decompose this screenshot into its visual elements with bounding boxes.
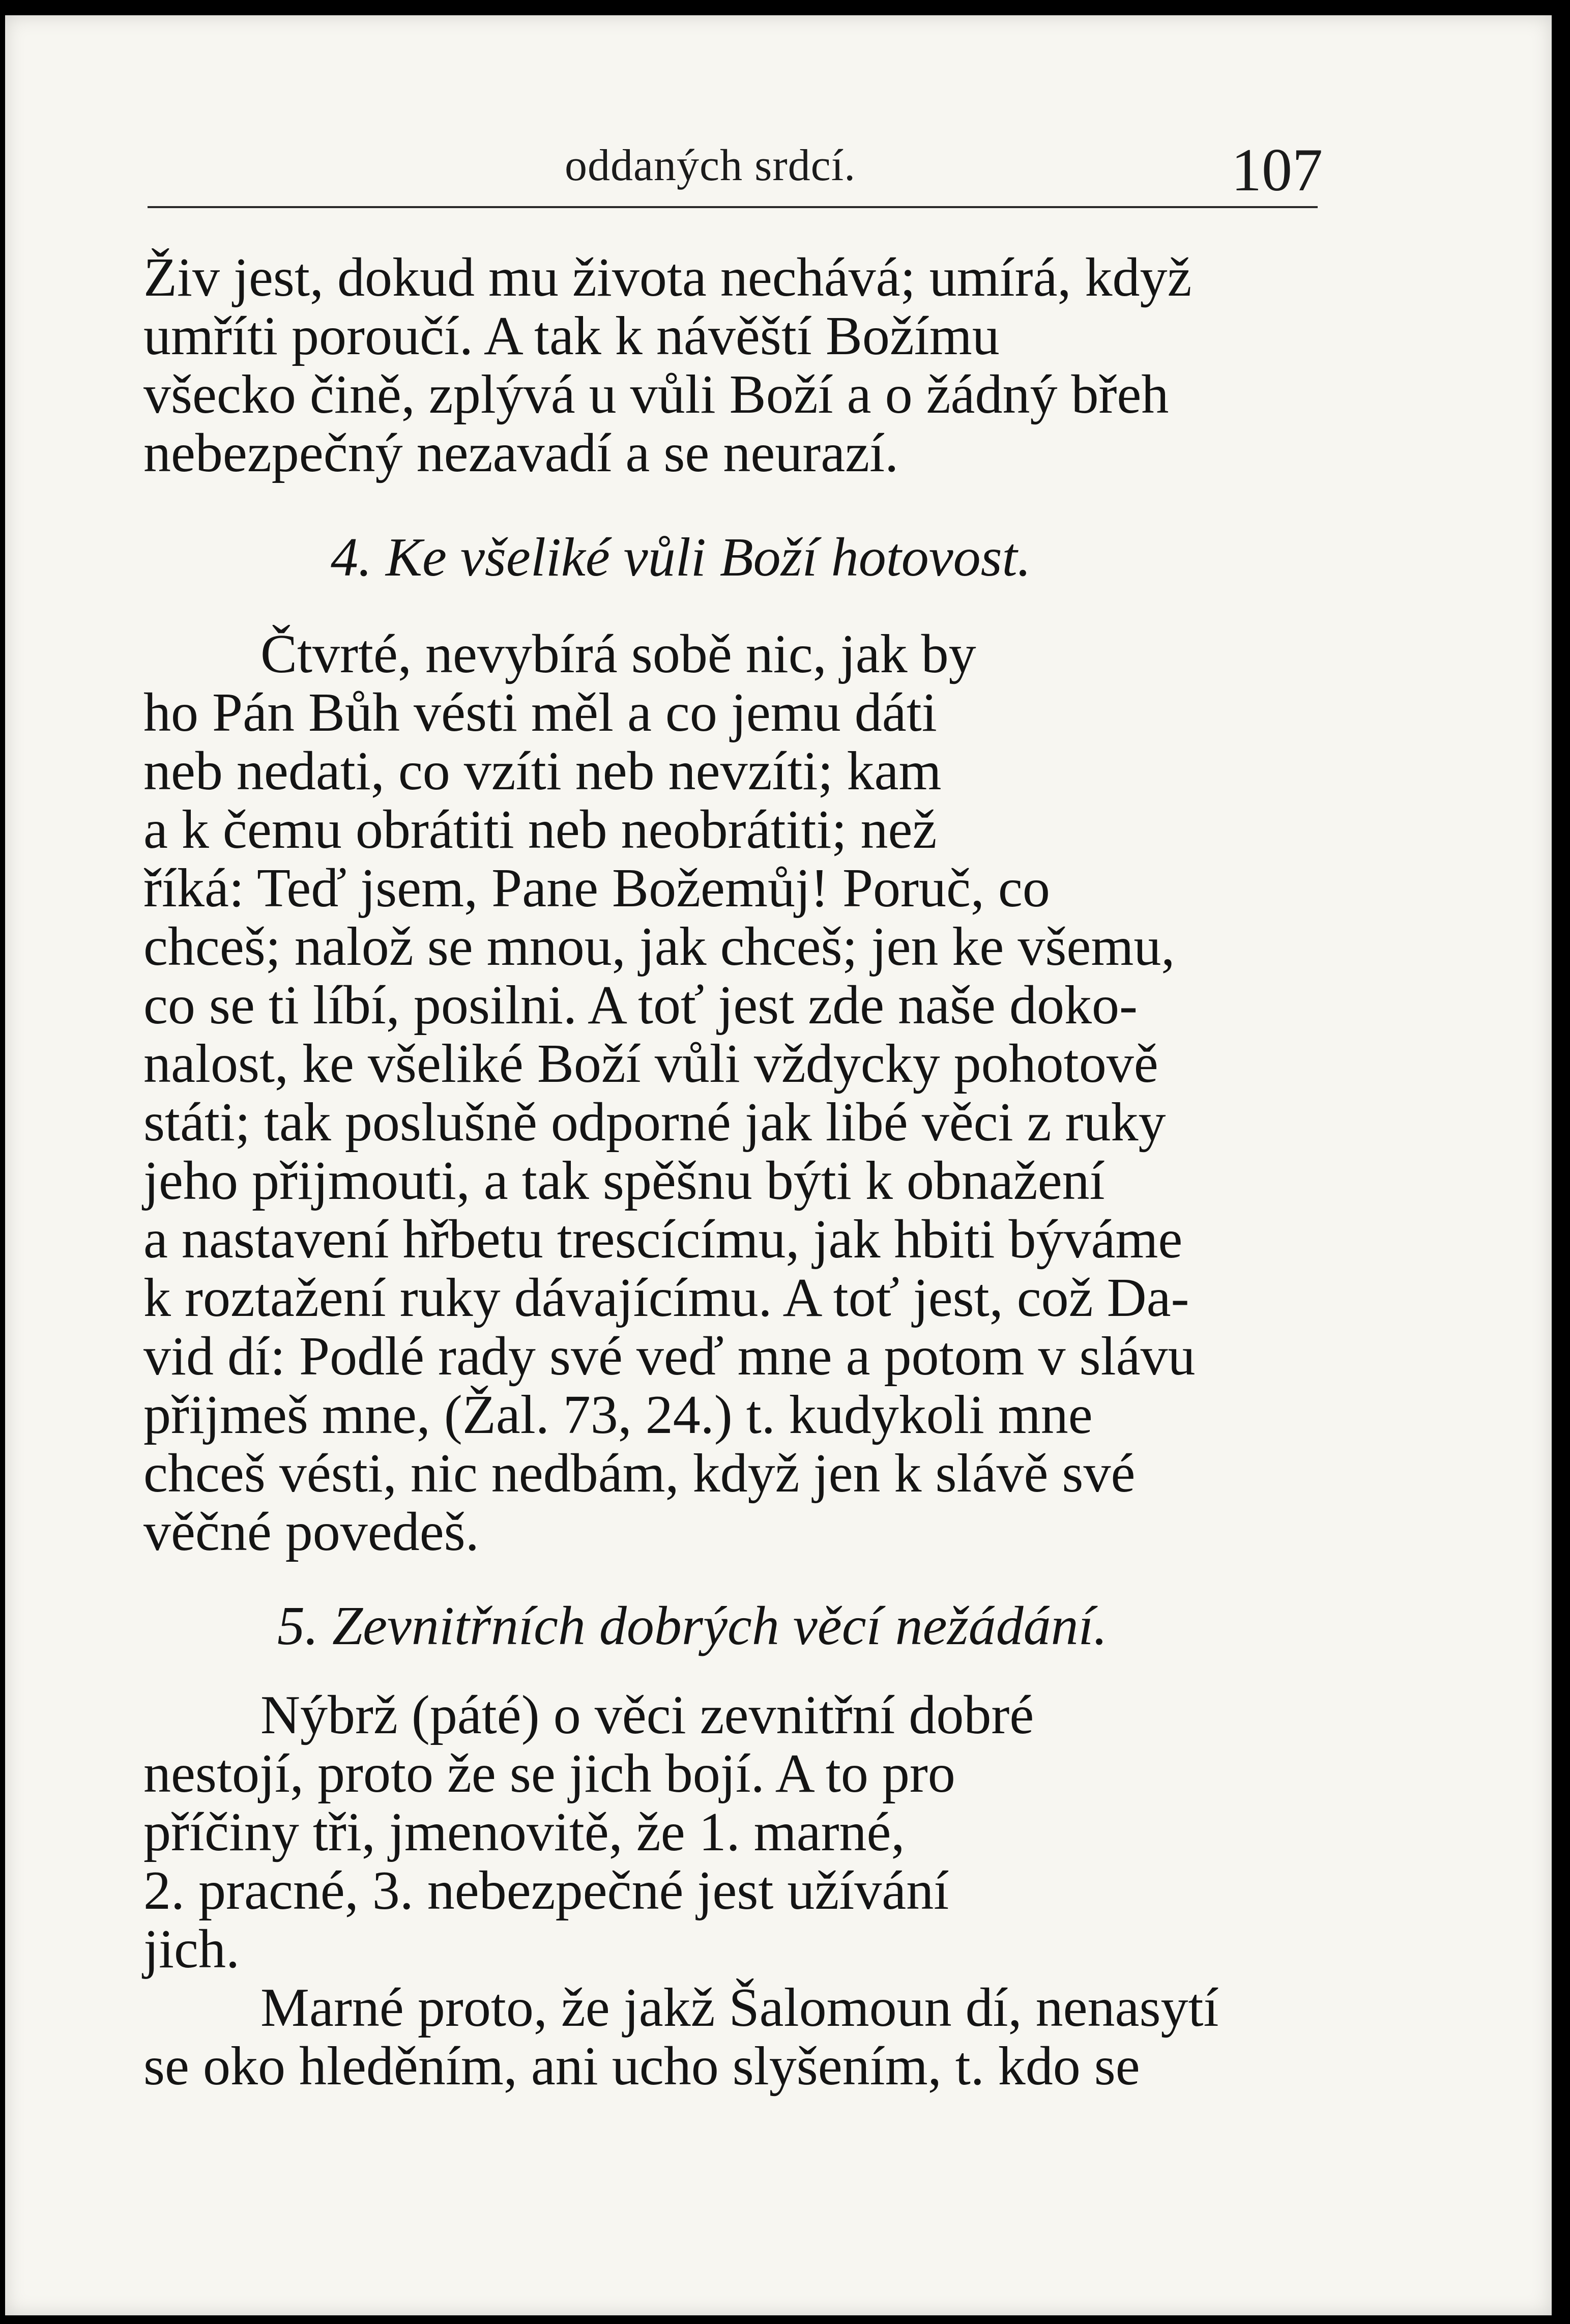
text-line: neb nedati, co vzíti neb nevzíti; kam: [143, 741, 942, 801]
text-line: příčiny tři, jmenovitě, že 1. marné,: [143, 1802, 905, 1862]
text-line: k roztažení ruky dávajícímu. A toť jest, což Da-: [143, 1268, 1189, 1328]
text-line: a k čemu obrátiti neb neobrátiti; než: [143, 799, 937, 860]
text-line: jich.: [143, 1919, 240, 1979]
text-line: vid dí: Podlé rady své veď mne a potom v slávu: [143, 1326, 1196, 1387]
text-line: nalost, ke všeliké Boží vůli vždycky pohotově: [143, 1034, 1158, 1094]
text-line: Marné proto, že jakž Šalomoun dí, nenasytí: [260, 1977, 1219, 2038]
running-head: oddaných srdcí.: [565, 141, 856, 190]
text-line: nestojí, proto že se jich bojí. A to pro: [143, 1743, 955, 1804]
page-header: [148, 135, 1323, 204]
text-line: všecko čině, zplývá u vůli Boží a o žádný břeh: [143, 364, 1169, 425]
text-line: se oko hleděním, ani ucho slyšením, t. kdo se: [143, 2036, 1140, 2097]
text-line: přijmeš mne, (Žal. 73, 24.) t. kudykoli mne: [143, 1385, 1093, 1445]
text-line: věčné povedeš.: [143, 1502, 479, 1562]
text-line: a nastavení hřbetu trescícímu, jak hbiti býváme: [143, 1209, 1183, 1270]
text-line: umříti poroučí. A tak k návěští Božímu: [143, 306, 1000, 366]
text-line: chceš vésti, nic nedbám, když jen k slávě své: [143, 1443, 1136, 1504]
text-line: Nýbrž (páté) o věci zevnitřní dobré: [260, 1685, 1034, 1745]
text-line: státi; tak poslušně odporné jak libé věci z ruky: [143, 1092, 1166, 1153]
header-rule: [148, 206, 1318, 208]
text-line: Čtvrté, nevybírá sobě nic, jak by: [260, 624, 976, 684]
section-heading: 5. Zevnitřních dobrých věcí nežádání.: [277, 1596, 1108, 1656]
text-line: nebezpečný nezavadí a se neurazí.: [143, 423, 899, 483]
text-line: 2. pracné, 3. nebezpečné jest užívání: [143, 1860, 949, 1921]
text-line: chceš; nalož se mnou, jak chceš; jen ke všemu,: [143, 916, 1175, 977]
text-line: Živ jest, dokud mu života nechává; umírá, když: [143, 247, 1192, 308]
section-heading: 4. Ke všeliké vůli Boží hotovost.: [331, 527, 1031, 588]
text-line: co se ti líbí, posilni. A toť jest zde naše doko-: [143, 975, 1138, 1036]
text-line: jeho přijmouti, a tak spěšnu býti k obnažení: [143, 1151, 1105, 1211]
page-number: 107: [1231, 136, 1323, 204]
text-line: ho Pán Bůh vésti měl a co jemu dáti: [143, 682, 937, 743]
text-line: říká: Teď jsem, Pane Božemůj! Poruč, co: [143, 858, 1050, 919]
